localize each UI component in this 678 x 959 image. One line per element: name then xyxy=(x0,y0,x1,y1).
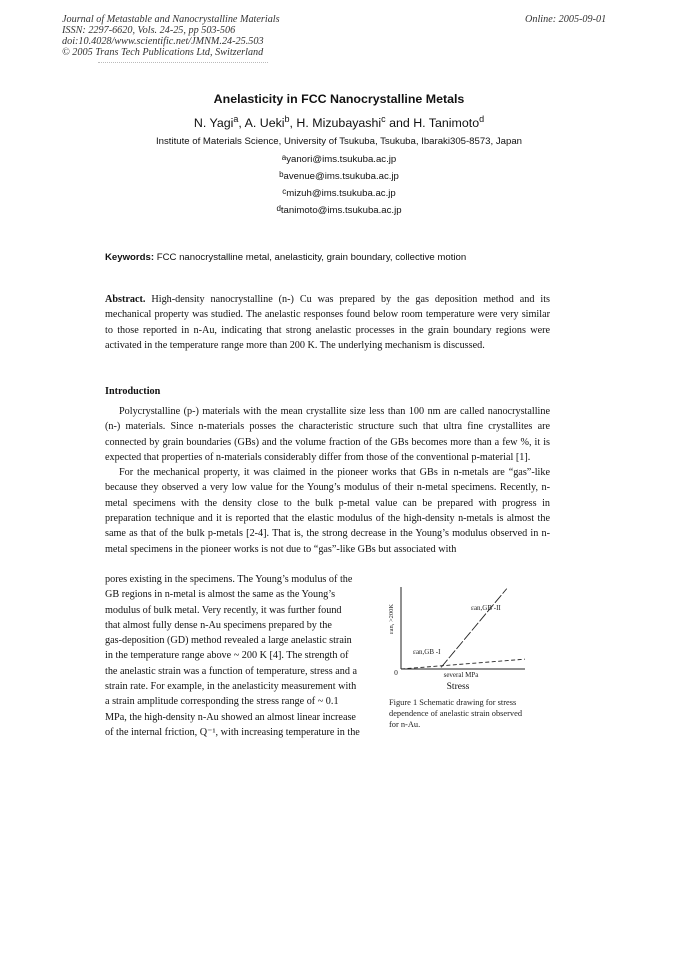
author-list xyxy=(0,114,678,130)
text-line: in the temperature range above ~ 200 K [4]. The strength of xyxy=(105,650,349,662)
figure-1 xyxy=(387,581,529,729)
email-sup: b xyxy=(279,170,284,179)
author-name: , A. Ueki xyxy=(238,116,285,131)
text-line: gas-deposition (GD) method revealed a large anelastic strain xyxy=(105,635,352,647)
keywords-line xyxy=(105,252,466,263)
text-line: strain rate. For example, in the anelasticity measurement with xyxy=(105,681,357,693)
figure-caption: Figure 1 Schematic drawing for stress dependence of anelastic strain observed for n-Au. xyxy=(389,698,523,729)
text-line: the anelastic strain was a function of temperature, stress and a xyxy=(105,665,358,677)
email-address: mizuh@ims.tsukuba.ac.jp xyxy=(286,188,396,199)
email-sup: d xyxy=(276,204,281,213)
affiliation: Institute of Materials Science, University of Tsukuba, Tsukuba, Ibaraki305-8573, Japan xyxy=(155,136,522,147)
abstract-label: Abstract. xyxy=(105,294,146,305)
keywords-text: FCC nanocrystalline metal, anelasticity, grain boundary, collective motion xyxy=(154,252,467,263)
email-address: avenue@ims.tsukuba.ac.jp xyxy=(283,171,399,182)
email-sup: c xyxy=(282,187,287,196)
email-line xyxy=(0,205,678,216)
copyright-line: © 2005 Trans Tech Publications Ltd, Switzerland xyxy=(62,47,264,58)
email-line xyxy=(0,154,678,165)
paper-title: Anelasticity in FCC Nanocrystalline Metals xyxy=(213,92,465,106)
paragraph-1: Polycrystalline (p-) materials with the mean crystallite size less than 100 nm are called nanocrystalline (n-) materials. Since n-materials posses the characteristic structure such that ultra fine crystallites are connected by grain boundaries (GBs) and the volume fraction of the GBs becomes more than a few %, it is expected that properties of n-materials considerably differ from those of the conventional p-material [1]. xyxy=(105,406,550,463)
text-line: of the internal friction, Q⁻¹, with increasing temperature in the xyxy=(105,726,360,738)
series-label-upper: εan,GB -II xyxy=(471,604,501,612)
email-line xyxy=(0,188,678,199)
email-address: tanimoto@ims.tsukuba.ac.jp xyxy=(280,205,402,216)
text-line: pores existing in the specimens. The Young’s modulus of the xyxy=(105,574,353,585)
journal-name: Journal of Metastable and Nanocrystalline Materials xyxy=(62,14,280,25)
text-line: that almost fully dense n-Au specimens prepared by the xyxy=(105,619,332,631)
online-date: Online: 2005-09-01 xyxy=(525,14,607,25)
x-tick-label: several MPa xyxy=(443,671,479,679)
author-sup: d xyxy=(479,114,485,124)
section-heading-introduction: Introduction xyxy=(105,386,161,397)
text-line: GB regions in n-metal is almost the same as the Young’s xyxy=(105,589,336,601)
series-line-2 xyxy=(441,589,507,668)
series-layer xyxy=(401,589,525,669)
author-name: N. Yagi xyxy=(193,116,234,131)
y-axis-label: εan, >200K xyxy=(388,603,395,635)
issn-line: ISSN: 2297-6620, Vols. 24-25, pp 503-506 xyxy=(62,25,236,36)
doi-line: doi:10.4028/www.scientific.net/JMNM.24-25.503 xyxy=(62,36,264,47)
text-line: a strain amplitude corresponding the stress range of ~ 0.1 xyxy=(105,696,339,708)
intro-paragraphs xyxy=(105,404,550,557)
email-address: yanori@ims.tsukuba.ac.jp xyxy=(286,154,397,165)
abstract-text: High-density nanocrystalline (n-) Cu was prepared by the gas deposition method and its mechanical property was studied. The anelastic responses found below room temperature were very similar to those reported in n-Au, indicating that strong anelastic processes in the grain boundary regions were activated in the temperature range more than 200 K. The underlying mechanism is discussed. xyxy=(105,294,550,351)
paragraph-2: For the mechanical property, it was claimed in the pioneer works that GBs in n-metals are “gas”-like because they observed a very low value for the Young’s modulus of their n-metal specimens. Recently, n-metal specimens with the density close to the bulk p-metal value can be prepared with progress in preparation technique and it is reported that the elastic modulus of the high-density n-metals is almost the same as that of the bulk p-metals [2-4]. That is, the strong decrease in the Young’s modulus observed in n-metal specimens in the pioneer works is not due to “gas”-like GBs but associated with xyxy=(105,467,550,555)
stress-strain-chart xyxy=(387,581,529,691)
abstract xyxy=(105,292,550,353)
paragraph-3 xyxy=(105,572,377,740)
text-line: modulus of bulk metal. Very recently, it was further found xyxy=(105,604,342,616)
author-sup: c xyxy=(381,114,386,124)
text-line: MPa, the high-density n-Au showed an almost linear increase xyxy=(105,711,356,723)
faint-overprint xyxy=(98,62,268,64)
keywords-label: Keywords: xyxy=(105,252,155,263)
author-sup: a xyxy=(233,114,239,124)
author-sup: b xyxy=(284,114,290,124)
author-name: , H. Mizubayashi xyxy=(289,116,382,131)
series-label-lower: εan,GB -I xyxy=(413,648,441,656)
email-line xyxy=(0,171,678,182)
email-sup: a xyxy=(281,153,287,162)
series-line-1 xyxy=(401,659,525,669)
origin-label: 0 xyxy=(394,668,398,677)
author-name: and H. Tanimoto xyxy=(385,116,480,131)
x-axis-label: Stress xyxy=(446,682,470,692)
